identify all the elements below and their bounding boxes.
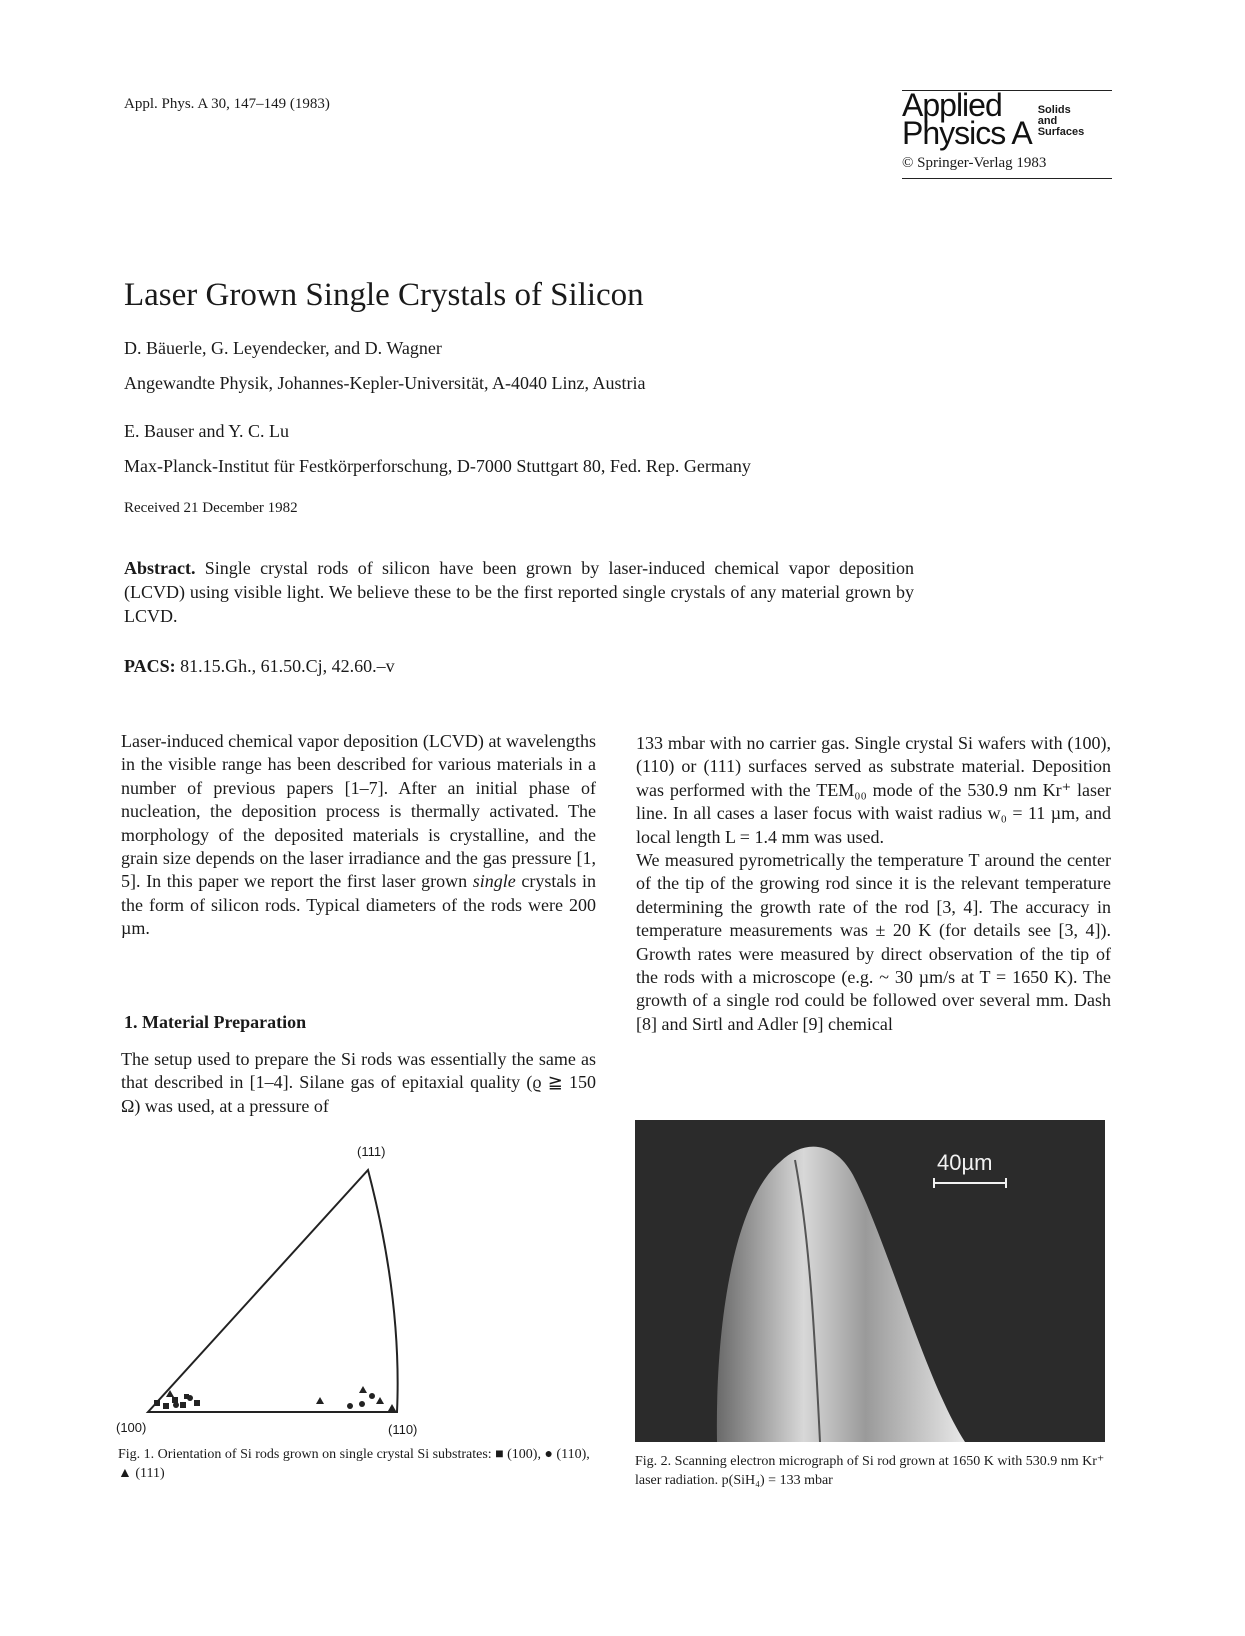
journal-logo <box>902 87 1112 179</box>
pacs-codes: 81.15.Gh., 61.50.Cj, 42.60.–v <box>180 656 395 676</box>
pacs <box>124 656 395 677</box>
silicon-rod-image <box>635 1120 1105 1442</box>
logo-line-physics: Physics A <box>902 115 1032 151</box>
intro-paragraph <box>121 730 596 941</box>
figure-1-caption: Fig. 1. Orientation of Si rods grown on single crystal Si substrates: ■ (100), ● (110), ▲ (111) <box>118 1447 590 1481</box>
affiliation-2: Max-Planck-Institut für Festkörperforschung, D-7000 Stuttgart 80, Fed. Rep. Germany <box>124 456 751 476</box>
received-date: Received 21 December 1982 <box>124 500 298 516</box>
intro-emphasis: single <box>472 871 516 892</box>
logo-and: and <box>1037 115 1058 127</box>
abstract <box>124 556 914 628</box>
authors-group-2: E. Bauser and Y. C. Lu <box>124 421 289 441</box>
scale-bar-label: 40µm <box>937 1150 993 1175</box>
section1-paragraph: The setup used to prepare the Si rods was essentially the same as that described in [1–4]. Silane gas of epitaxial quality (ϱ ≧ 150 Ω) was used, at a pressure of <box>121 1049 596 1116</box>
abstract-text: Single crystal rods of silicon have been grown by laser-induced chemical vapor deposition (LCVD) using visible light. We believe these to be the first reported single crystals of any material grown by LCVD. <box>124 558 914 626</box>
label-100: (100) <box>116 1420 147 1435</box>
affiliation-1: Angewandte Physik, Johannes-Kepler-Universität, A-4040 Linz, Austria <box>124 373 646 393</box>
col2-paragraph-1: 133 mbar with no carrier gas. Single crystal Si wafers with (100), (110) or (111) surfaces served as substrate material. Deposition was performed with the TEM₀₀ mode of the 530.9 nm Kr⁺ laser line. In all cases a laser focus with waist radius w₀ = 11 µm, and local length L = 1.4 mm was used. <box>636 733 1111 847</box>
journal-citation: Appl. Phys. A 30, 147–149 (1983) <box>124 96 330 112</box>
pacs-label: PACS: <box>124 656 176 676</box>
section-heading: 1. Material Preparation <box>124 1012 307 1032</box>
authors-group-1: D. Bäuerle, G. Leyendecker, and D. Wagner <box>124 338 442 358</box>
intro-text-1: Laser-induced chemical vapor deposition (LCVD) at wavelengths in the visible range has been described for various materials in a number of previous papers [1–7]. After an initial phase of nucleation, the deposition process is thermally activated. The morphology of the deposited materials is crystalline, and the grain size depends on the laser irradiance and the gas pressure [1, 5]. In this paper we report the first laser grown <box>121 731 596 892</box>
logo-line-applied: Applied <box>902 87 1002 123</box>
abstract-label: Abstract. <box>124 558 196 578</box>
logo-solids: Solids <box>1037 104 1071 116</box>
label-111: (111) <box>357 1144 386 1159</box>
scale-bar <box>933 1182 1007 1184</box>
column-2-text <box>636 732 1111 1036</box>
figure-2-caption: Fig. 2. Scanning electron micrograph of Si rod grown at 1650 K with 530.9 nm Kr⁺ laser radiation. p(SiH₄) = 133 mbar <box>635 1454 1105 1488</box>
figure-1 <box>110 1144 610 1440</box>
col2-paragraph-2: We measured pyrometrically the temperature T around the center of the tip of the growing rod since it is the relevant temperature determining the growth rate of the rod [3, 4]. The accuracy in temperature measurements was ± 20 K (for details see [3, 4]). Growth rates were measured by direct observation of the tip of the rods with a microscope (e.g. ~ 30 µm/s at T = 1650 K). The growth of a single rod could be followed over several mm. Dash [8] and Sirtl and Adler [9] chemical <box>636 850 1111 1034</box>
copyright: © Springer-Verlag 1983 <box>902 155 1047 171</box>
paper-title: Laser Grown Single Crystals of Silicon <box>124 277 644 313</box>
intro-text-2: crystals in the form of silicon rods. Typical diameters of the rods were 200 µm. <box>121 871 596 939</box>
figure-2-micrograph <box>635 1120 1105 1442</box>
stereographic-triangle <box>110 1150 610 1420</box>
logo-surfaces: Surfaces <box>1037 126 1085 138</box>
label-110: (110) <box>388 1422 418 1437</box>
data-markers <box>154 1386 396 1411</box>
